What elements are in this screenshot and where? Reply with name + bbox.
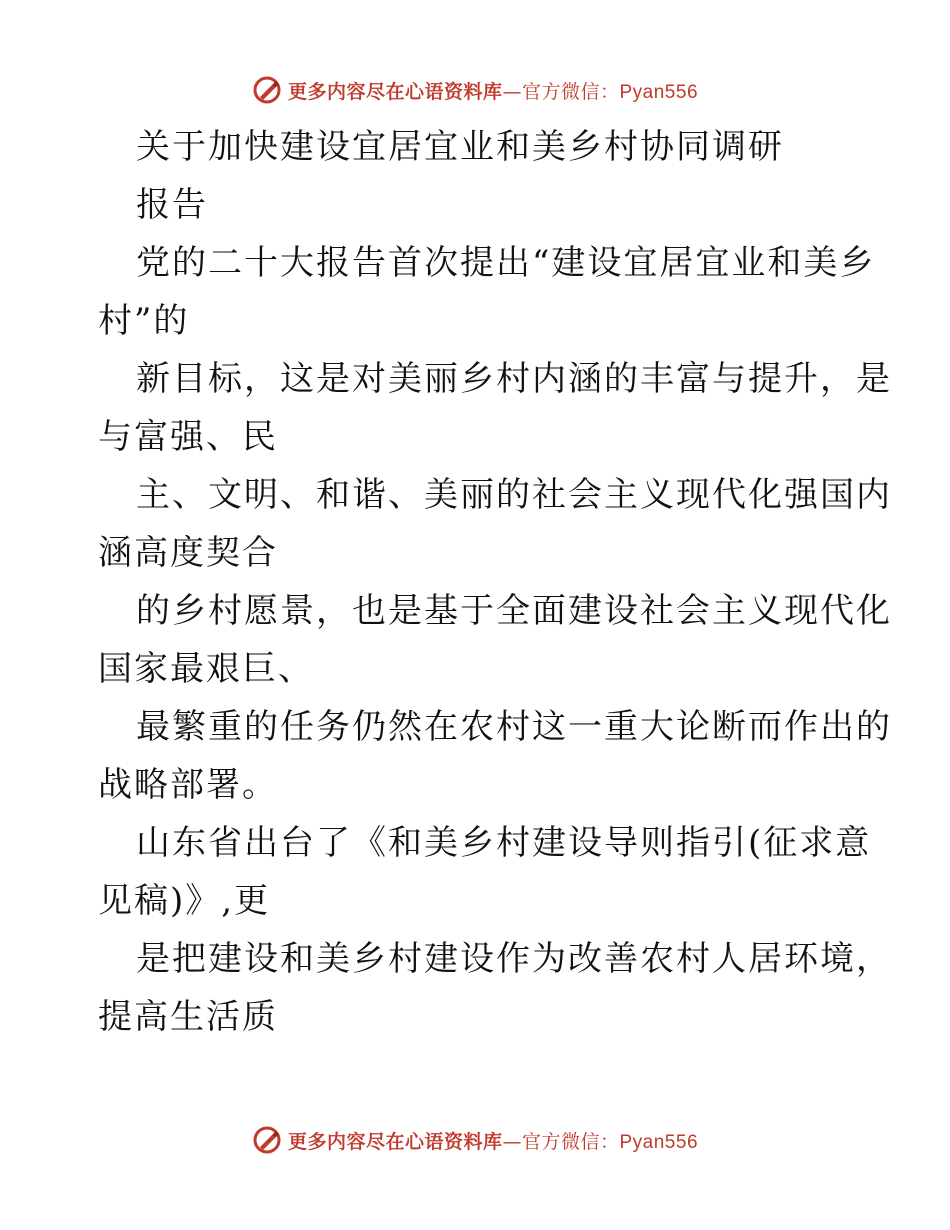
paragraph-line: 的乡村愿景，也是基于全面建设社会主义现代化 [136, 591, 892, 631]
banner-dash: — [502, 1130, 522, 1153]
paragraph-line: 提高生活质 [98, 997, 278, 1037]
document-body [98, 118, 892, 1046]
title-line-1: 关于加快建设宜居宜业和美乡村协同调研 [136, 127, 784, 167]
banner-wechat-id: Pyan556 [619, 1131, 699, 1153]
banner-text [288, 1127, 698, 1154]
banner-prefix: 更多内容尽在心语资料库 [287, 80, 503, 103]
pen-logo-icon [252, 1125, 282, 1155]
footer-banner [0, 1120, 950, 1160]
header-banner [0, 70, 950, 110]
banner-prefix: 更多内容尽在心语资料库 [287, 1130, 503, 1153]
paragraph-line: 新目标，这是对美丽乡村内涵的丰富与提升，是 [136, 359, 892, 399]
paragraph-line: 村”的 [98, 301, 190, 341]
paragraph-line: 与富强、民 [98, 417, 278, 457]
banner-wechat-label: 官方微信： [521, 80, 620, 103]
banner-wechat-label: 官方微信： [521, 1130, 620, 1153]
paragraph-line: 涵高度契合 [98, 533, 278, 573]
banner-dash: — [502, 80, 522, 103]
paragraph-line: 战略部署。 [98, 765, 278, 805]
paragraph-line: 最繁重的任务仍然在农村这一重大论断而作出的 [136, 707, 892, 747]
paragraph-line: 是把建设和美乡村建设作为改善农村人居环境， [136, 939, 892, 979]
banner-wechat-id: Pyan556 [619, 81, 699, 103]
paragraph-line: 党的二十大报告首次提出“建设宜居宜业和美乡 [136, 243, 876, 283]
pen-logo-icon [252, 75, 282, 105]
title-line-2: 报告 [136, 185, 208, 225]
paragraph-line: 国家最艰巨、 [98, 649, 314, 689]
paragraph-line: 见稿)》,更 [98, 881, 271, 921]
paragraph-line: 山东省出台了《和美乡村建设导则指引(征求意 [136, 823, 872, 863]
banner-text [288, 77, 698, 104]
paragraph-line: 主、文明、和谐、美丽的社会主义现代化强国内 [136, 475, 892, 515]
